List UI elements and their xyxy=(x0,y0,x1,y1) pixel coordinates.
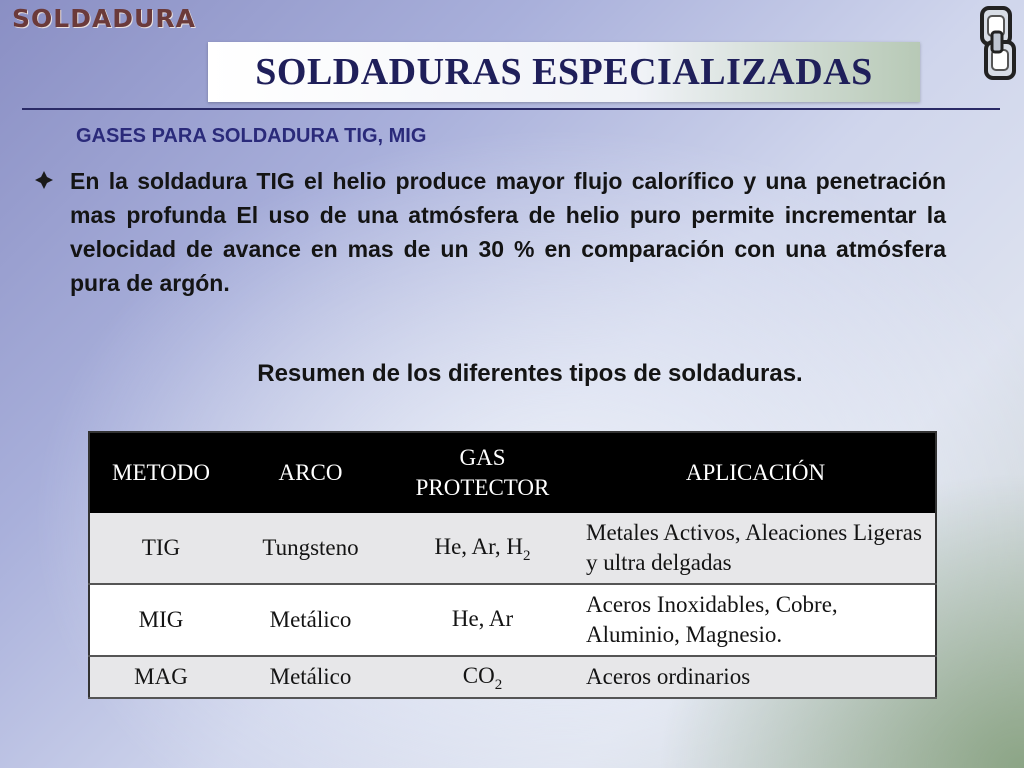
brand-label: SOLDADURA xyxy=(12,4,196,33)
table-row xyxy=(89,584,936,656)
cell-gas xyxy=(389,513,576,584)
table-row xyxy=(89,656,936,698)
title-banner xyxy=(208,42,920,102)
chain-links-icon xyxy=(974,4,1020,84)
cell-metodo: MIG xyxy=(89,584,232,656)
cell-aplicacion: Aceros Inoxidables, Cobre, Aluminio, Magnesio. xyxy=(576,584,936,656)
header-aplicacion: APLICACIÓN xyxy=(576,432,936,513)
welding-summary-table xyxy=(88,431,937,699)
header-gas-protector: GAS PROTECTOR xyxy=(389,432,576,513)
cell-metodo: MAG xyxy=(89,656,232,698)
cell-gas xyxy=(389,584,576,656)
cell-aplicacion: Aceros ordinarios xyxy=(576,656,936,698)
diamond-bullet-icon xyxy=(34,170,54,190)
table-row xyxy=(89,513,936,584)
summary-heading: Resumen de los diferentes tipos de soldaduras. xyxy=(257,360,803,387)
gas-formula: CO xyxy=(462,662,495,688)
section-subtitle: GASES PARA SOLDADURA TIG, MIG xyxy=(76,125,427,147)
cell-gas xyxy=(389,656,576,698)
header-metodo: METODO xyxy=(89,432,232,513)
gas-formula: He, Ar, H xyxy=(434,533,523,559)
header-arco: ARCO xyxy=(232,432,389,513)
bullet-text: En la soldadura TIG el helio produce mayor flujo calorífico y una penetración mas profunda El uso de una atmósfera de helio puro permite incrementar la velocidad de avance en mas de un 30 % en comparación con una atmósfera pura de argón. xyxy=(70,168,946,296)
cell-aplicacion: Metales Activos, Aleaciones Ligeras y ultra delgadas xyxy=(576,513,936,584)
gas-subscript: 2 xyxy=(494,676,503,693)
table-header-row xyxy=(89,432,936,513)
title-divider xyxy=(22,108,1000,110)
gas-subscript: 2 xyxy=(523,547,531,564)
cell-arco: Metálico xyxy=(232,584,389,656)
page-title: SOLDADURAS ESPECIALIZADAS xyxy=(255,51,873,93)
cell-arco: Metálico xyxy=(232,656,389,698)
cell-arco: Tungsteno xyxy=(232,513,389,584)
gas-formula: He, Ar xyxy=(451,605,514,631)
cell-metodo: TIG xyxy=(89,513,232,584)
